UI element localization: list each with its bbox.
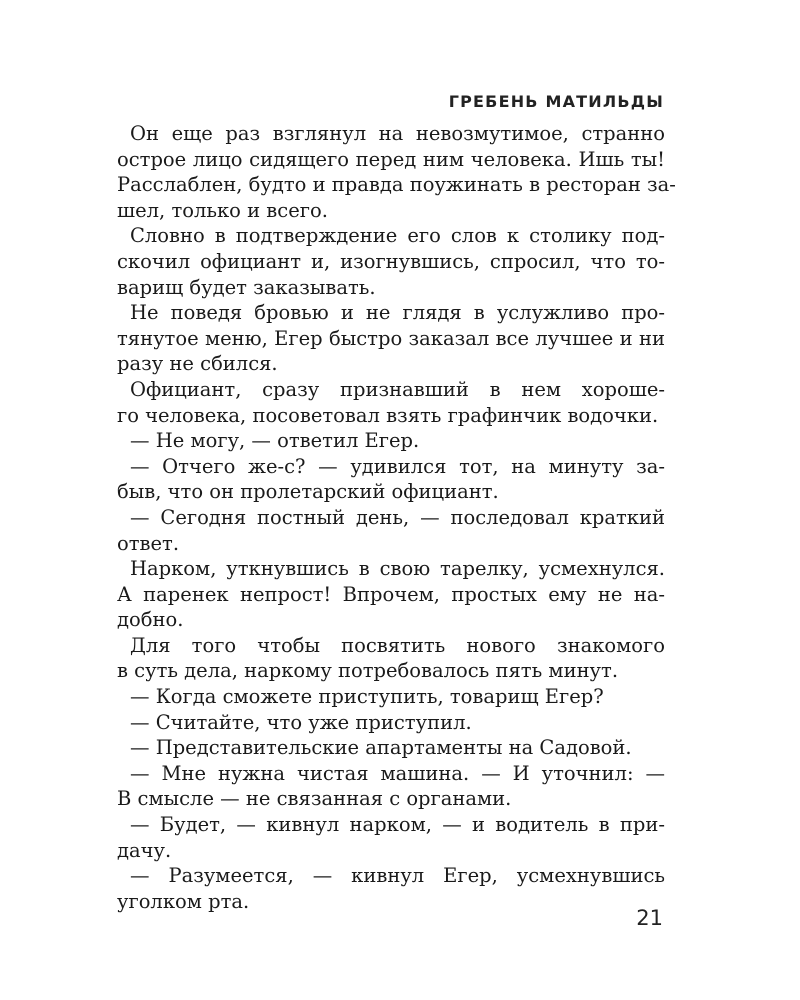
text-line: — Сегодня постный день, — последовал краткий xyxy=(130,505,665,529)
text-line: — Представительские апартаменты на Садовой. xyxy=(130,736,632,760)
text-line: Словно в подтверждение его слов к столику под- xyxy=(130,224,665,248)
text-line: Нарком, уткнувшись в свою тарелку, усмехнулся. xyxy=(130,557,665,581)
text-line: — Отчего же-с? — удивился тот, на минуту за- xyxy=(130,454,665,478)
text-line: Он еще раз взглянул на невозмутимое, странно xyxy=(130,122,665,145)
text-line: быв, что он пролетарский официант. xyxy=(117,480,499,504)
text-line: Расслаблен, будто и правда поужинать в ресторан за- xyxy=(117,173,676,197)
text-line: — Считайте, что уже приступил. xyxy=(130,710,472,734)
text-line: А паренек непрост! Впрочем, простых ему не на- xyxy=(117,582,665,606)
text-line: — Не могу, — ответил Егер. xyxy=(130,429,420,453)
text-line: добно. xyxy=(117,608,184,632)
running-head-title: ГРЕБЕНЬ МАТИЛЬДЫ xyxy=(448,92,664,111)
page-number: 21 xyxy=(636,906,663,930)
text-line: уголком рта. xyxy=(117,889,250,913)
text-line: шел, только и всего. xyxy=(117,198,328,222)
text-line: В смысле — не связанная с органами. xyxy=(117,787,512,811)
text-line: варищ будет заказывать. xyxy=(117,275,376,299)
text-line: ответ. xyxy=(117,531,180,555)
text-line: го человека, посоветовал взять графинчик водочки. xyxy=(117,403,659,427)
text-line: — Мне нужна чистая машина. — И уточнил: — xyxy=(130,761,665,785)
text-line: Для того чтобы посвятить нового знакомого xyxy=(130,633,665,657)
text-line: — Разумеется, — кивнул Егер, усмехнувшись xyxy=(130,864,665,888)
text-line: — Когда сможете приступить, товарищ Егер? xyxy=(130,685,604,709)
text-line: дачу. xyxy=(117,838,172,862)
text-line: тянутое меню, Егер быстро заказал все лучшее и ни xyxy=(117,326,665,350)
text-line: — Будет, — кивнул нарком, — и водитель в при- xyxy=(130,813,665,837)
text-line: Официант, сразу признавший в нем хороше- xyxy=(130,377,665,401)
text-line: в суть дела, наркому потребовалось пять минут. xyxy=(117,659,619,683)
text-line: острое лицо сидящего перед ним человека. Ишь ты! xyxy=(117,147,665,171)
text-line: скочил официант и, изогнувшись, спросил, что то- xyxy=(117,249,665,273)
body-text xyxy=(117,121,676,914)
text-line: разу не сбился. xyxy=(117,352,278,376)
text-line: Не поведя бровью и не глядя в услужливо про- xyxy=(130,301,665,325)
